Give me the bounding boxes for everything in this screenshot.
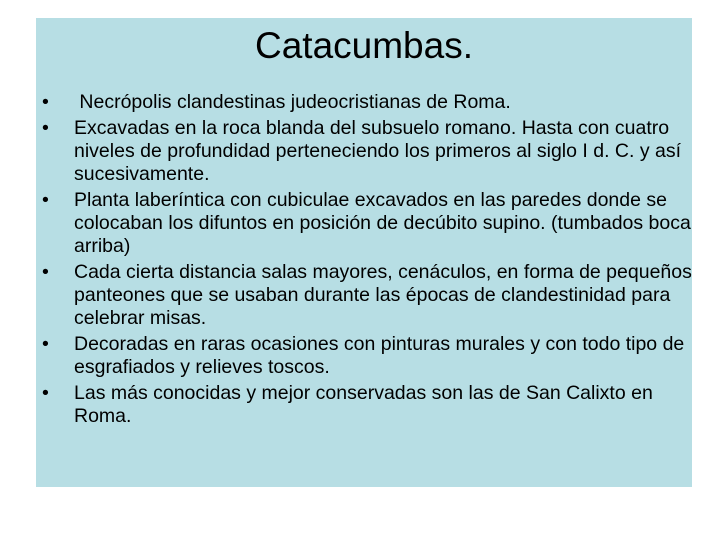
list-item [42, 382, 692, 428]
bullet-icon: • [42, 261, 49, 283]
bullet-text: Las más conocidas y mejor conservadas son las de San Calixto en Roma. [74, 382, 653, 427]
bullet-list [42, 91, 692, 431]
list-item [42, 91, 692, 114]
bullet-text: Planta laberíntica con cubiculae excavados en las paredes donde se colocaban los difuntos en posición de decúbito supino. (tumbados boca arriba) [74, 189, 691, 257]
list-item [42, 333, 692, 379]
bullet-icon: • [42, 91, 49, 113]
bullet-icon: • [42, 382, 49, 404]
list-item [42, 261, 692, 330]
bullet-text: Necrópolis clandestinas judeocristianas de Roma. [74, 91, 511, 113]
bullet-text: Cada cierta distancia salas mayores, cenáculos, en forma de pequeños panteones que se usaban durante las épocas de clandestinidad para celebrar misas. [74, 261, 692, 329]
list-item [42, 117, 692, 186]
bullet-text: Decoradas en raras ocasiones con pinturas murales y con todo tipo de esgrafiados y relieves toscos. [74, 333, 685, 378]
slide-title: Catacumbas. [255, 25, 473, 66]
list-item [42, 189, 692, 258]
bullet-icon: • [42, 189, 49, 211]
bullet-icon: • [42, 333, 49, 355]
bullet-icon: • [42, 117, 49, 139]
bullet-text: Excavadas en la roca blanda del subsuelo romano. Hasta con cuatro niveles de profundidad perteneciendo los primeros al siglo I d. C. y así sucesivamente. [74, 117, 682, 185]
